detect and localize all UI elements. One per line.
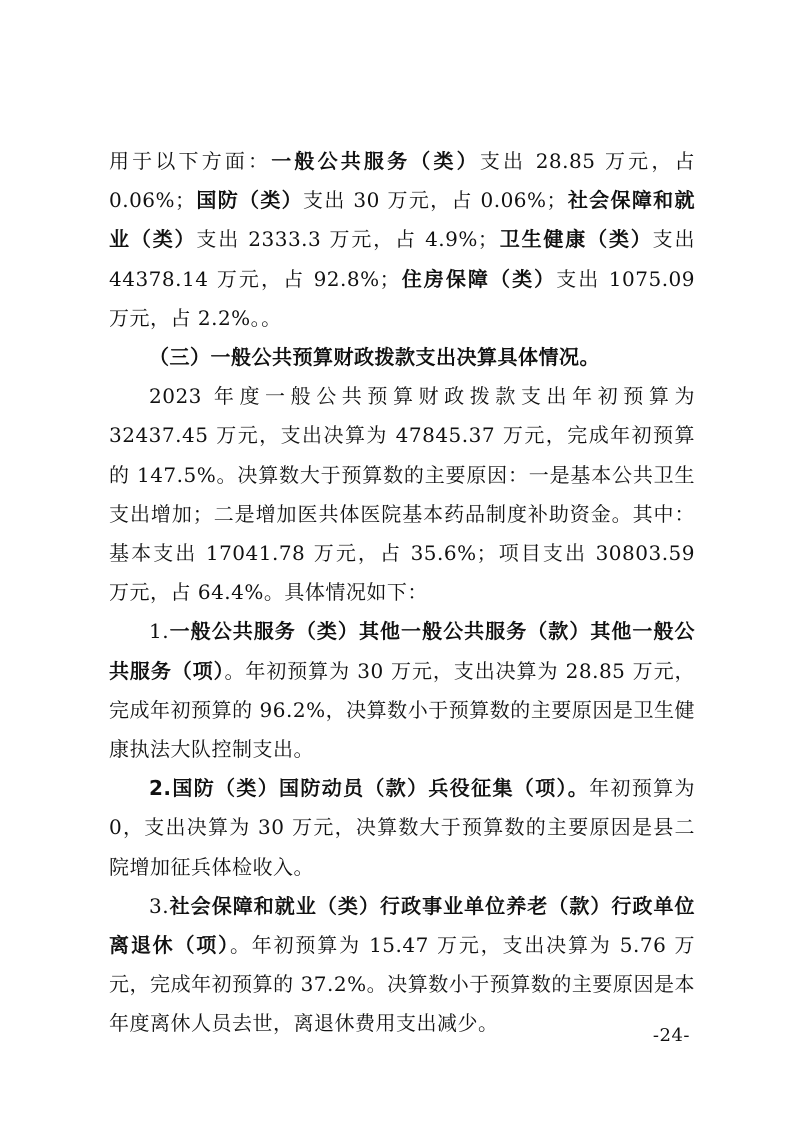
item-title: 社会保障和就业（类）行政事业单位养老（款）行政单位离退休（项） [109,893,695,958]
text-segment: 支出 1075.09 万元，占 2.2%。。 [109,266,696,330]
paragraph-budget-summary: 2023 年度一般公共预算财政拨款支出年初预算为 32437.45 万元，支出决算为 47845.37 万元，完成年初预算的 147.5%。决算数大于预算数的主要原因：一是基本公共卫生支出增加；二是增加医共体医院基本药品制度补助资金。其中：基本支出 17041.78 万元，占 35.6%；项目支出 30803.59 万元，占 64.4%。具体情况如下： [109,384,695,605]
page-number: -24- [652,1025,690,1046]
text-segment: 支出 28.85 万元，占 0.06%； [109,149,696,213]
category-national-defense: 国防（类） [195,188,304,213]
section-heading-3: （三）一般公共预算财政拨款支出决算具体情况。 [149,345,600,370]
category-general-public-services: 一般公共服务（类） [271,149,480,173]
category-social-security: 社会保障和就业（类） [109,188,695,252]
category-health: 卫生健康（类） [498,227,653,252]
item-number: 3. [149,893,170,918]
item-text: 。年初预算为 15.47 万元，支出决算为 5.76 万元，完成年初预算的 37.2%。决算数小于预算数的主要原因是本年度离休人员去世，离退休费用支出减少。 [109,933,696,1036]
item-number: 1. [149,619,170,644]
page-body [109,142,695,1044]
item-title: 一般公共服务（类）其他一般公共服务（款）其他一般公共服务（项） [109,619,695,683]
item-text: 年初预算为 0，支出决算为 30 万元，决算数大于预算数的主要原因是县二院增加征兵体检收入。 [109,776,695,879]
text-segment: 支出 30 万元，占 0.06%； [303,188,568,213]
text-segment: 支出 2333.3 万元，占 4.9%； [196,227,499,252]
category-housing: 住房保障（类） [400,266,557,291]
item-text: 。年初预算为 30 万元，支出决算为 28.85 万元，完成年初预算的 96.2%，决算数小于预算数的主要原因是卫生健康执法大队控制支出。 [109,658,696,762]
item-title: 2.国防（类）国防动员（款）兵役征集（项）。 [149,776,590,801]
text-segment: 支出 44378.14 万元，占 92.8%； [109,227,696,291]
item-1 [109,612,695,769]
item-2 [109,769,695,887]
item-3 [109,887,695,1044]
text-segment: 用于以下方面： [109,149,272,173]
paragraph-expenditure-breakdown [109,142,695,338]
